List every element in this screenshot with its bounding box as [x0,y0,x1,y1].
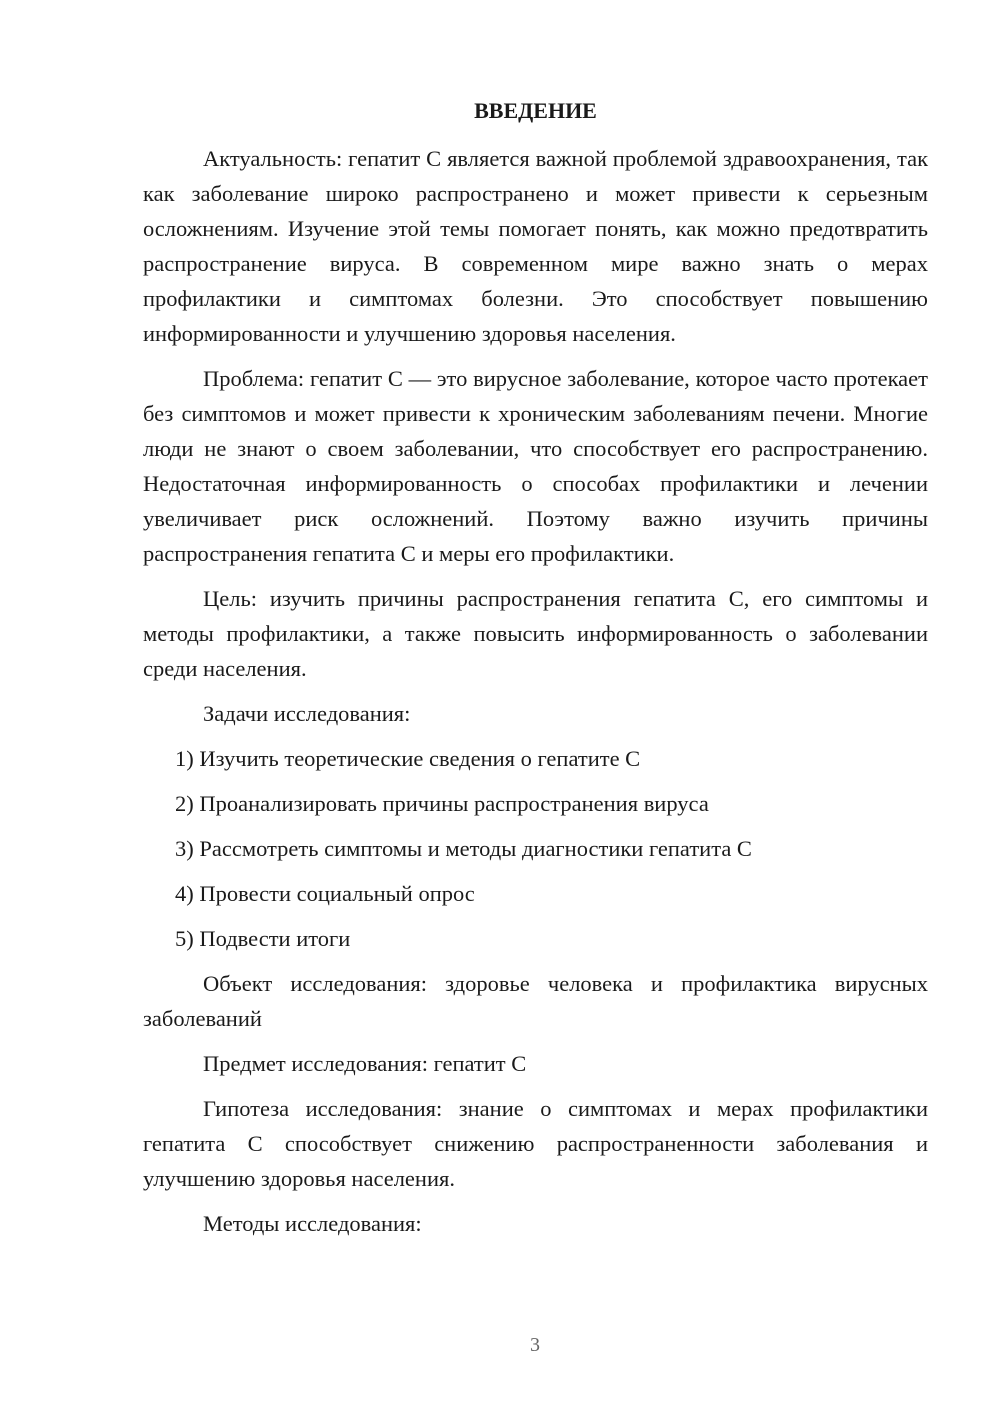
page-title: ВВЕДЕНИЕ [474,98,597,123]
methods-heading: Методы исследования: [203,1211,422,1236]
tasks-heading: Задачи исследования: [203,701,411,726]
list-item: 5) Подвести итоги [175,926,351,951]
tasks-list [143,741,928,956]
hypothesis-paragraph: Гипотеза исследования: знание о симптомах и мерах профилактики гепатита С способствует снижению распространенности заболевания и улучшению здоровья населения. [143,1096,928,1191]
list-item: 4) Провести социальный опрос [175,881,475,906]
list-item: 1) Изучить теоретические сведения о гепатите С [175,746,641,771]
goal-paragraph: Цель: изучить причины распространения гепатита С, его симптомы и методы профилактики, а также повысить информированность о заболевании среди населения. [143,586,928,681]
object-paragraph: Объект исследования: здоровье человека и профилактика вирусных заболеваний [143,971,928,1031]
page-number: 3 [530,1334,540,1356]
problem-paragraph: Проблема: гепатит С — это вирусное заболевание, которое часто протекает без симптомов и может привести к хроническим заболеваниям печени. Многие люди не знают о своем заболевании, что способствует его распространению. Недостаточная информированность о способах профилактики и лечении увеличивает риск осложнений. Поэтому важно изучить причины распространения гепатита С и меры его профилактики. [143,366,928,566]
list-item: 3) Рассмотреть симптомы и методы диагностики гепатита С [175,836,752,861]
document-page [143,96,928,1251]
relevance-paragraph: Актуальность: гепатит С является важной проблемой здравоохранения, так как заболевание широко распространено и может привести к серьезным осложнениям. Изучение этой темы помогает понять, как можно предотвратить распространение вируса. В современном мире важно знать о мерах профилактики и симптомах болезни. Это способствует повышению информированности и улучшению здоровья населения. [143,146,928,346]
list-item: 2) Проанализировать причины распространения вируса [175,791,709,816]
subject-paragraph: Предмет исследования: гепатит С [203,1051,527,1076]
